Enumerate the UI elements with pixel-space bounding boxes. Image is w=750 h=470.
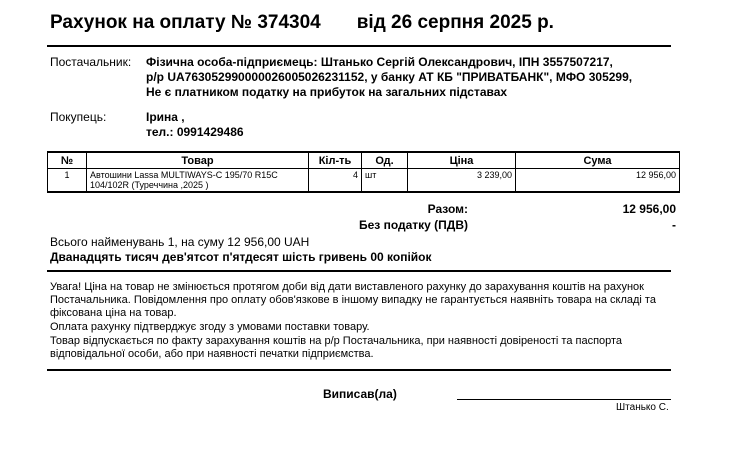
note-payment: Оплата рахунку підтверджує згоду з умовами поставки товару. [50,321,370,333]
supplier-details [146,55,676,100]
buyer-phone: тел.: 0991429486 [146,125,244,139]
items-count-summary: Всього найменувань 1, на суму 12 956,00 UAH [50,235,310,249]
cell-num: 1 [48,169,87,193]
items-table [47,151,680,193]
supplier-line-2: р/р UA763052990000026005026231152, у банку АТ КБ "ПРИВАТБАНК", МФО 305299, [146,70,633,84]
buyer-details [146,110,244,140]
signature-line [457,399,671,400]
cell-product: Автошини Lassa MULTIWAYS-C 195/70 R15C 104/102R (Туреччина ,2025 ) [87,169,309,193]
summary-divider [47,270,671,272]
note-shipping: Товар відпускається по факту зарахування коштів на р/р Постачальника, при наявності довіреності та паспорта відповідальної особи, або при наявності печатки підприємства. [50,335,623,360]
note-warning: Увага! Ціна на товар не змінюється протягом доби від дати виставленого рахунку до зарахування коштів на рахунок Постачальника. Повідомлення про оплату обов'язкове в іншому випадку не гарантується наявніть товара на складі та фіксована ціна на товар. [50,281,656,319]
cell-price: 3 239,00 [408,169,516,193]
tax-label: Без податку (ПДВ) [358,218,468,232]
header-divider [47,45,671,47]
col-header-qty: Кіл-ть [309,152,362,169]
signer-name: Штанько С. [616,402,669,413]
cell-sum: 12 956,00 [516,169,680,193]
cell-qty: 4 [309,169,362,193]
amount-in-words: Дванадцять тисяч дев'ятсот п'ятдесят шість гривень 00 копійок [50,250,432,264]
supplier-line-1: Фізична особа-підприємець: Штанько Сергій Олександрович, ІПН 3557507217, [146,55,613,69]
supplier-label: Постачальник: [50,55,132,69]
col-header-sum: Сума [516,152,680,169]
col-header-num: № [48,152,87,169]
buyer-name: Ірина , [146,110,185,124]
signed-label: Виписав(ла) [323,387,397,401]
col-header-price: Ціна [408,152,516,169]
invoice-title [50,12,554,34]
table-row [48,169,680,193]
table-header-row [48,152,680,169]
total-value: 12 956,00 [622,202,676,216]
invoice-date: від 26 серпня 2025 р. [356,12,554,33]
cell-unit: шт [362,169,408,193]
invoice-number: Рахунок на оплату № 374304 [50,12,321,33]
col-header-product: Товар [87,152,309,169]
col-header-unit: Од. [362,152,408,169]
total-label: Разом: [427,202,468,216]
tax-value: - [672,218,676,232]
supplier-line-3: Не є платником податку на прибуток на загальних підставах [146,85,508,99]
buyer-label: Покупець: [50,110,107,124]
notes-divider [47,369,671,371]
